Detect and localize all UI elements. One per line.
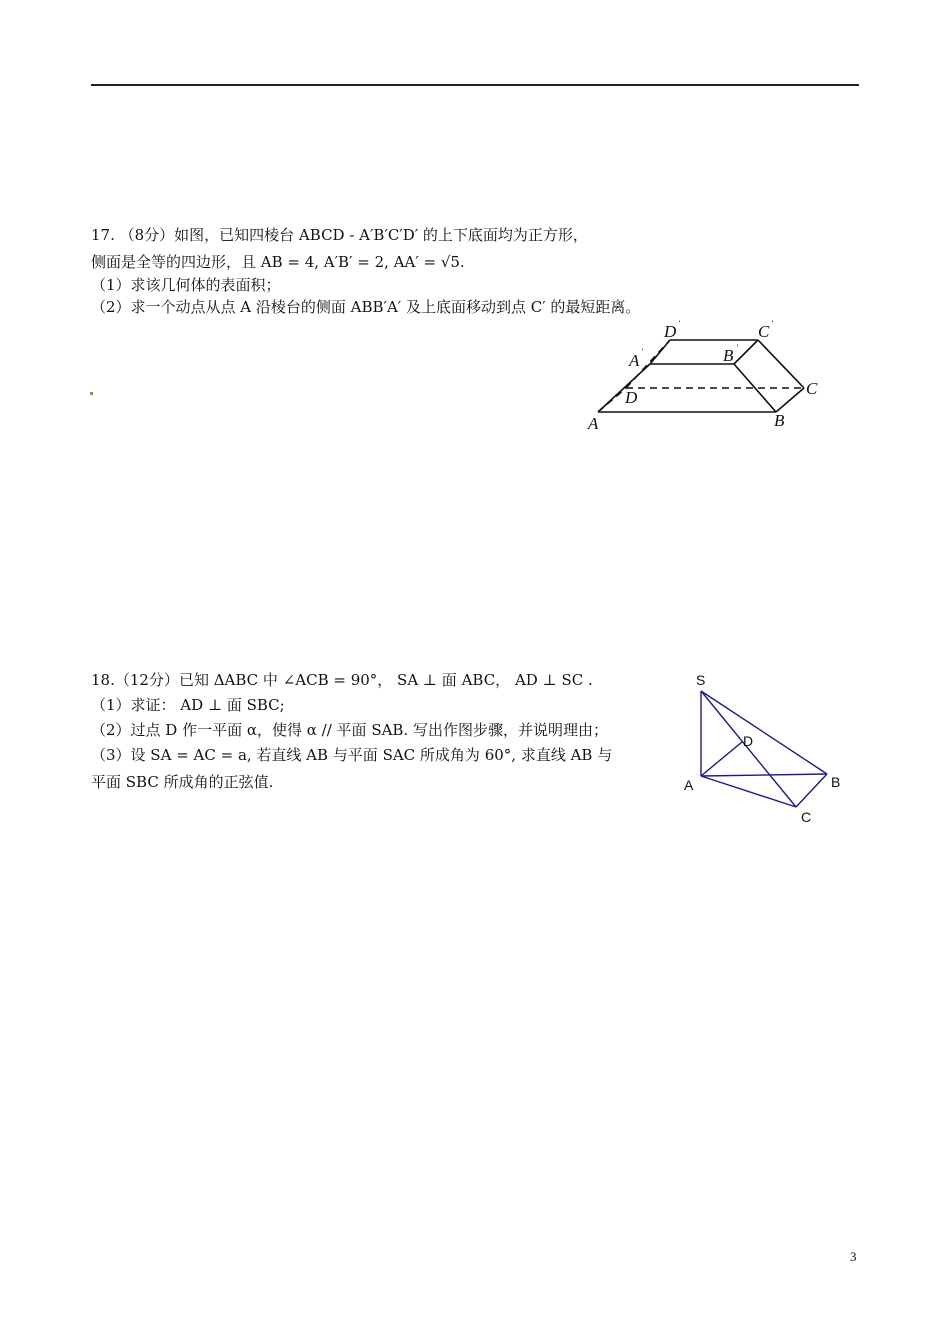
prime-mark-a1: ′ bbox=[641, 347, 643, 357]
q18-part2: （2）过点 D 作一平面 α，使得 α // 平面 SAB. 写出作图步骤，并说明理由； bbox=[91, 721, 608, 739]
vertex-label-b1: B bbox=[723, 346, 734, 365]
vertex-label-a: A bbox=[588, 414, 599, 433]
q18-part3: （3）设 SA = AC = a, 若直线 AB 与平面 SAC 所成角为 60°, 求直线 AB 与 bbox=[91, 746, 613, 764]
vertex-label-b: B bbox=[831, 774, 841, 790]
tetrahedron-figure bbox=[676, 670, 856, 830]
vertex-label-s: S bbox=[696, 672, 706, 688]
q18-part4: 平面 SBC 所成角的正弦值. bbox=[91, 773, 274, 791]
vertex-label-a: A bbox=[684, 777, 694, 793]
prime-mark-c1: ′ bbox=[771, 319, 773, 329]
vertex-label-d: D bbox=[625, 388, 638, 407]
page-number: 3 bbox=[850, 1249, 857, 1264]
vertex-label-b: B bbox=[774, 411, 785, 430]
q17-statement-line1: 17. （8分）如图，已知四棱台 ABCD - A′B′C′D′ 的上下底面均为正方形， bbox=[91, 226, 588, 244]
vertex-label-d1: D bbox=[664, 322, 677, 341]
vertex-label-c: C bbox=[801, 809, 812, 825]
q18-statement: 18.（12分）已知 ΔABC 中 ∠ACB = 90°， SA ⊥ 面 ABC， AD ⊥ SC . bbox=[91, 671, 593, 689]
q17-part2: （2）求一个动点从点 A 沿棱台的侧面 ABB′A′ 及上底面移动到点 C′ 的最短距离。 bbox=[91, 298, 641, 316]
vertex-label-c1: C bbox=[758, 322, 770, 341]
q18-part1: （1）求证： AD ⊥ 面 SBC; bbox=[91, 696, 285, 714]
frustum-figure bbox=[580, 318, 840, 438]
vertex-label-d: D bbox=[743, 733, 754, 749]
q17-statement-line2: 侧面是全等的四边形，且 AB = 4, A′B′ = 2, AA′ = √5. bbox=[91, 253, 465, 271]
stray-dot bbox=[90, 392, 93, 395]
q17-part1: （1）求该几何体的表面积； bbox=[91, 276, 281, 294]
prime-mark-d1: ′ bbox=[678, 319, 680, 329]
vertex-label-a1: A bbox=[629, 351, 640, 370]
vertex-label-c: C bbox=[806, 379, 818, 398]
header-rule bbox=[91, 84, 859, 86]
prime-mark-b1: ′ bbox=[736, 343, 738, 353]
